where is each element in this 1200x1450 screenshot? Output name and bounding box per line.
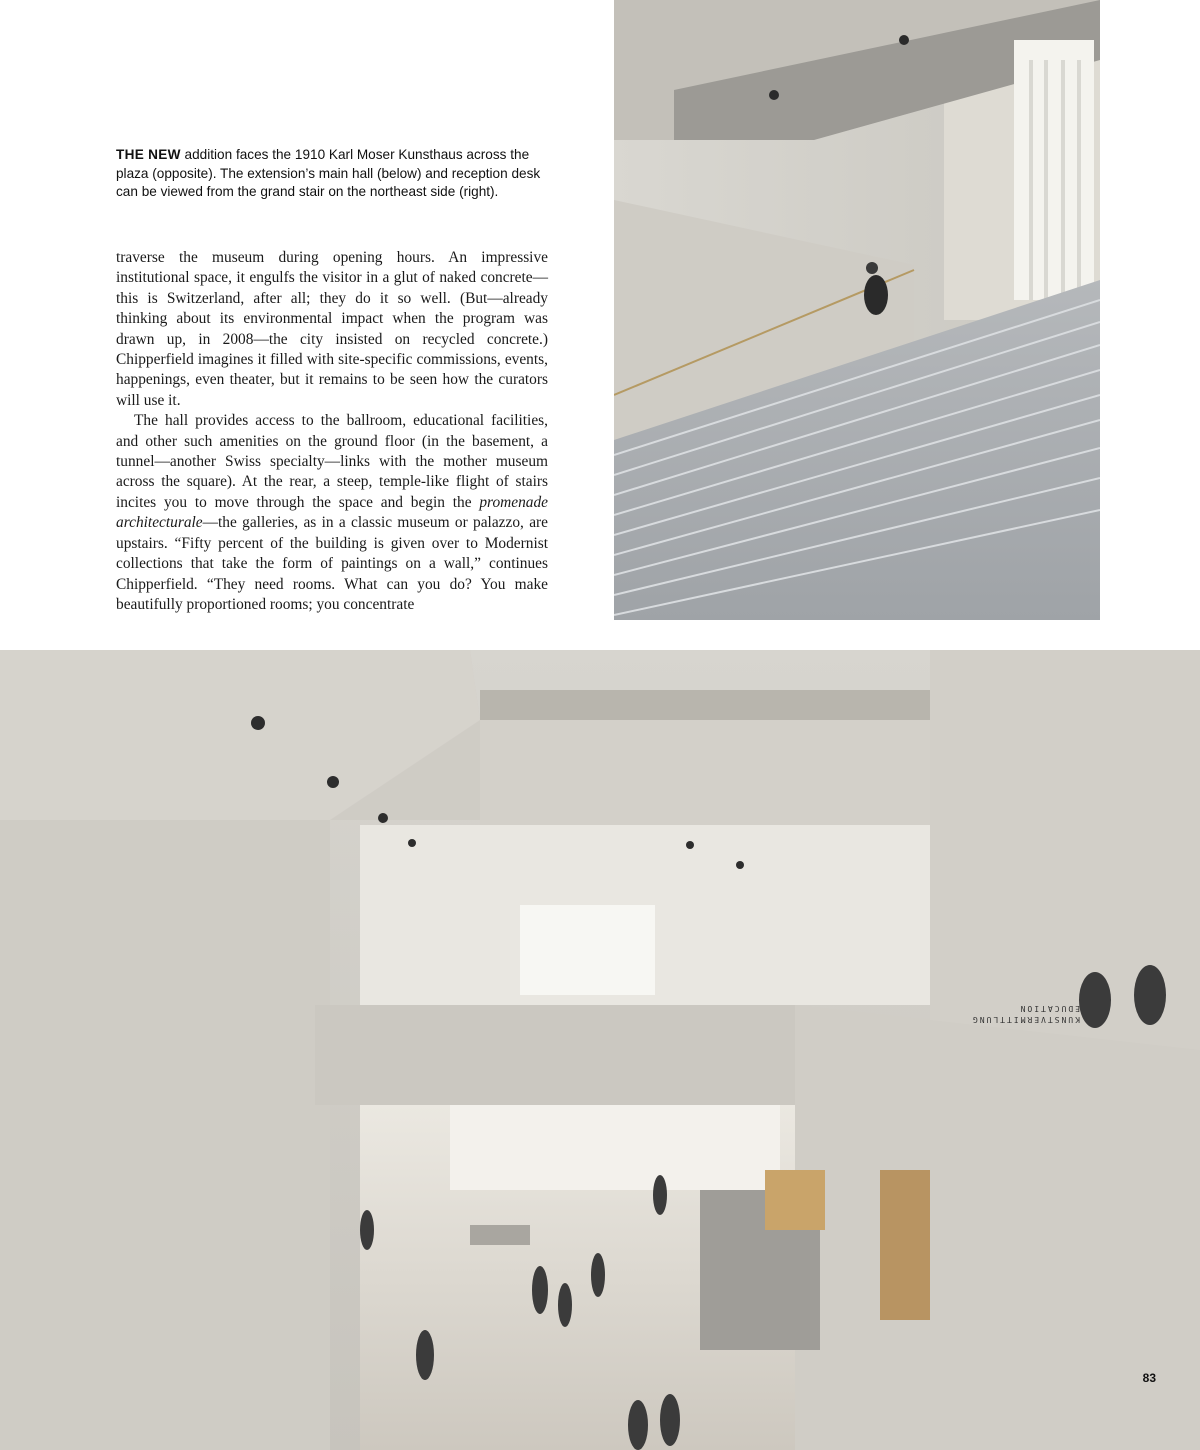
caption-lead: THE NEW — [116, 147, 181, 162]
article-text: —the galleries, as in a classic museum or palazzo, are upstairs. “Fifty percent of the building is given over to Modernist collections that take the form of paintings on a wall,” continues Chipperfield. “They need rooms. What can you do? You make beautifully proportioned rooms; you concentrate — [116, 514, 548, 613]
sign-line-english: EDUCATION — [1018, 1004, 1080, 1013]
article-paragraph — [116, 411, 548, 615]
article-body — [116, 248, 548, 615]
sign-line-german: KUNSTVERMITTLUNG — [970, 1015, 1080, 1024]
education-sign — [930, 1003, 1080, 1025]
photo-caption — [116, 146, 546, 202]
page-number: 83 — [1142, 1371, 1156, 1385]
grand-stair-photo — [614, 0, 1100, 620]
article-paragraph: traverse the museum during opening hours. An impressive institutional space, it engulfs the visitor in a glut of naked concrete—this is Switzerland, after all; they do it so well. (But—already thinking about its environmental impact when the program was drawn up, in 2008—the city insisted on recycled concrete.) Chipperfield imagines it filled with site-specific commissions, events, happenings, even theater, but it remains to be seen how the curators will use it. — [116, 249, 548, 409]
main-hall-photo — [0, 650, 1200, 1450]
article-text: The hall provides access to the ballroom, educational facilities, and other such amenities on the ground floor (in the basement, a tunnel—another Swiss specialty—links with the mother museum across the square). At the rear, a steep, temple-like flight of stairs incites you to move through the space and begin the — [116, 412, 548, 511]
caption-text: addition faces the 1910 Karl Moser Kunsthaus across the plaza (opposite). The extension’s main hall (below) and reception desk can be viewed from the grand stair on the northeast side (right). — [116, 147, 541, 199]
article-italic-term: promenade architecturale — [116, 493, 548, 532]
